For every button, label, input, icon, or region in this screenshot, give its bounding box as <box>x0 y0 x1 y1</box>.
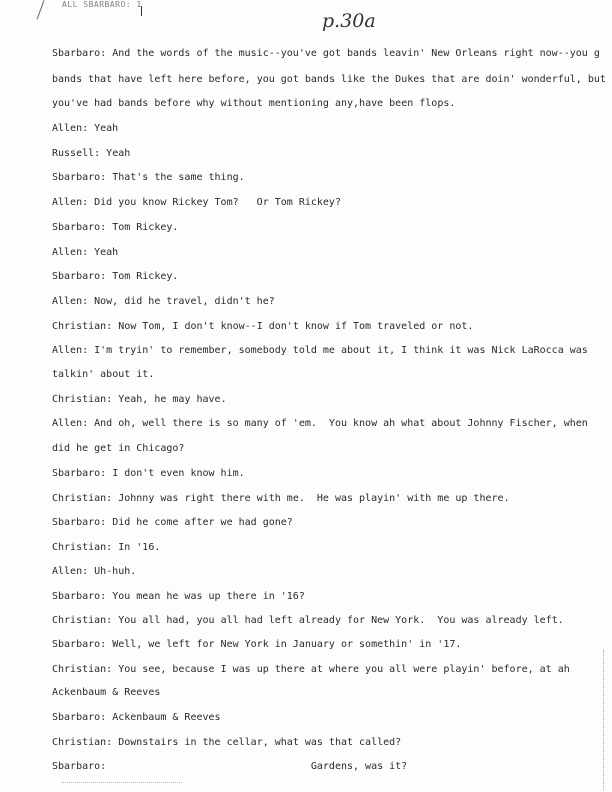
utterance-text: Yeah <box>106 148 131 159</box>
speaker-label: Allen: <box>52 566 89 577</box>
transcript-line <box>52 221 606 234</box>
speaker-label: Allen: <box>52 123 89 134</box>
page-number: p.30a <box>322 10 376 32</box>
utterance-text: Yeah, he may have. <box>118 394 227 405</box>
transcript-line <box>52 736 606 749</box>
transcript-line <box>52 663 606 676</box>
speaker-label: Christian: <box>52 394 113 405</box>
transcript-line <box>52 417 606 430</box>
speaker-label: Christian: <box>52 737 113 748</box>
transcript-line <box>52 638 606 651</box>
utterance-text: Downstairs in the cellar, what was that called? <box>118 737 402 748</box>
speaker-label: Sbarbaro: <box>52 48 107 59</box>
utterance-text: That's the same thing. <box>112 172 245 183</box>
footer-smudge <box>62 782 182 786</box>
utterance-text: Gardens, was it? <box>112 761 408 772</box>
utterance-text: you've had bands before why without mentioning any,have been flops. <box>52 98 456 109</box>
utterance-text: And the words of the music--you've got bands leavin' New Orleans right now--you g <box>112 48 600 59</box>
transcript-line <box>52 97 606 110</box>
transcript-line <box>52 73 606 86</box>
speaker-label: Sbarbaro: <box>52 761 107 772</box>
transcript-line <box>52 122 606 135</box>
utterance-text: I don't even know him. <box>112 468 245 479</box>
utterance-text: You all had, you all had left already for New York. You was already left. <box>118 615 564 626</box>
transcript-line <box>52 320 606 333</box>
scan-edge <box>603 650 610 790</box>
speaker-label: Christian: <box>52 542 113 553</box>
utterance-text: Now Tom, I don't know--I don't know if Tom traveled or not. <box>118 321 474 332</box>
speaker-label: Sbarbaro: <box>52 172 107 183</box>
transcript-line <box>52 442 606 455</box>
utterance-text: Tom Rickey. <box>112 222 179 233</box>
utterance-text: You mean he was up there in '16? <box>112 591 305 602</box>
transcript-line <box>52 47 606 60</box>
speaker-label: Christian: <box>52 493 113 504</box>
utterance-text: You see, because I was up there at where you all were playin' before, at ah <box>118 664 570 675</box>
speaker-label: Allen: <box>52 345 89 356</box>
transcript-line <box>52 196 606 209</box>
transcript-line <box>52 246 606 259</box>
speaker-label: Allen: <box>52 197 89 208</box>
margin-mark <box>37 0 46 19</box>
transcript-line <box>52 368 606 381</box>
speaker-label: Allen: <box>52 296 89 307</box>
utterance-text: Did you know Rickey Tom? Or Tom Rickey? <box>94 197 341 208</box>
utterance-text: Yeah <box>94 247 119 258</box>
transcript-line <box>52 344 606 357</box>
transcript-line <box>52 541 606 554</box>
utterance-text: In '16. <box>118 542 161 553</box>
transcript-line <box>52 492 606 505</box>
transcript-line <box>52 516 606 529</box>
speaker-label: Christian: <box>52 321 113 332</box>
utterance-text: Ackenbaum & Reeves <box>52 687 161 698</box>
utterance-text: Johnny was right there with me. He was playin' with me up there. <box>118 493 510 504</box>
transcript-line <box>52 614 606 627</box>
utterance-text: Now, did he travel, didn't he? <box>94 296 275 307</box>
transcript-line <box>52 393 606 406</box>
speaker-label: Russell: <box>52 148 101 159</box>
speaker-label: Sbarbaro: <box>52 468 107 479</box>
utterance-text: bands that have left here before, you got bands like the Dukes that are doin' wonderful, but <box>52 74 606 85</box>
utterance-text: Well, we left for New York in January or somethin' in '17. <box>112 639 462 650</box>
speaker-label: Sbarbaro: <box>52 591 107 602</box>
transcript-line <box>52 711 606 724</box>
utterance-text: Yeah <box>94 123 119 134</box>
transcript-line <box>52 295 606 308</box>
utterance-text: did he get in Chicago? <box>52 443 185 454</box>
transcript-line <box>52 565 606 578</box>
transcript-line <box>52 147 606 160</box>
utterance-text: talkin' about it. <box>52 369 155 380</box>
utterance-text: Did he come after we had gone? <box>112 517 293 528</box>
speaker-label: Christian: <box>52 664 113 675</box>
utterance-text: Tom Rickey. <box>112 271 179 282</box>
transcript-line <box>52 590 606 603</box>
utterance-text: Uh-huh. <box>94 566 137 577</box>
running-head: ALL SBARBARO: 1 <box>62 0 142 9</box>
speaker-label: Sbarbaro: <box>52 712 107 723</box>
pen-mark <box>141 6 142 16</box>
transcript-line <box>52 760 606 773</box>
utterance-text: Ackenbaum & Reeves <box>112 712 221 723</box>
speaker-label: Sbarbaro: <box>52 271 107 282</box>
utterance-text: And oh, well there is so many of 'em. You know ah what about Johnny Fischer, when <box>94 418 588 429</box>
transcript-line <box>52 270 606 283</box>
speaker-label: Sbarbaro: <box>52 222 107 233</box>
transcript-line <box>52 686 606 699</box>
speaker-label: Sbarbaro: <box>52 517 107 528</box>
utterance-text: I'm tryin' to remember, somebody told me about it, I think it was Nick LaRocca was <box>94 345 588 356</box>
transcript-line <box>52 171 606 184</box>
transcript-line <box>52 467 606 480</box>
speaker-label: Allen: <box>52 418 89 429</box>
speaker-label: Allen: <box>52 247 89 258</box>
speaker-label: Christian: <box>52 615 113 626</box>
speaker-label: Sbarbaro: <box>52 639 107 650</box>
